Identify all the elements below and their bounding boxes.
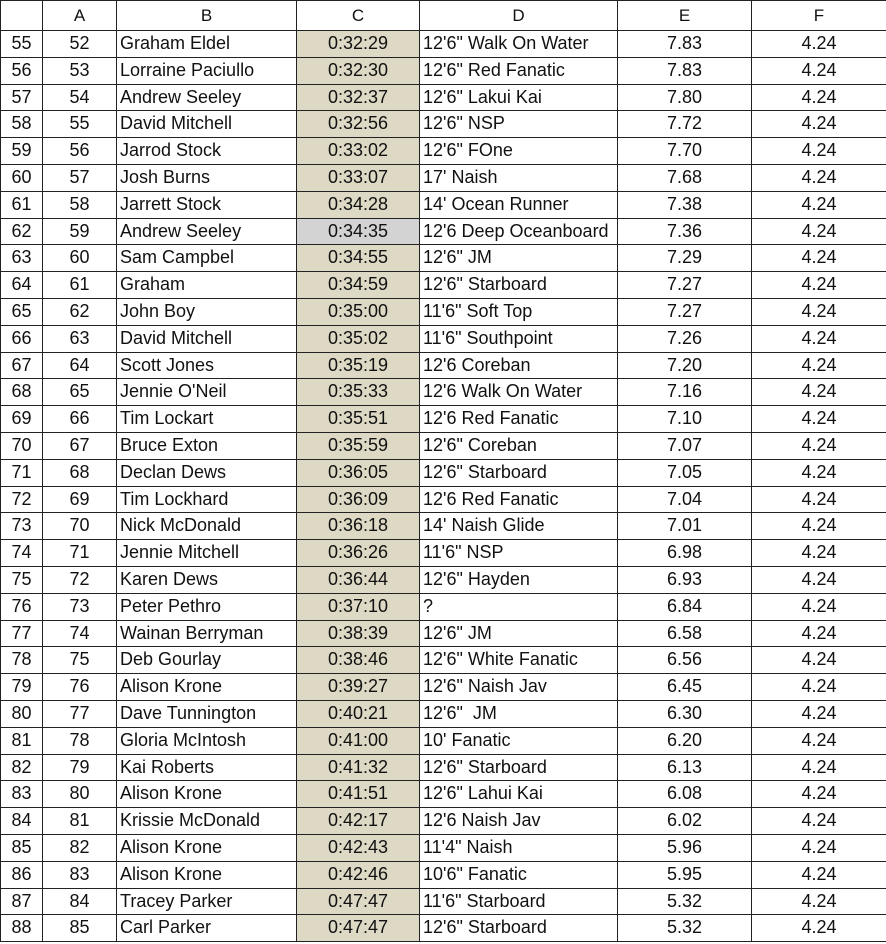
row-number[interactable]: 59 [1,138,43,165]
cell-time[interactable]: 0:38:39 [297,620,420,647]
cell-name[interactable]: Lorraine Paciullo [117,57,297,84]
cell-time[interactable]: 0:41:32 [297,754,420,781]
row-number[interactable]: 64 [1,272,43,299]
cell-a[interactable]: 85 [43,915,117,942]
column-header-e[interactable]: E [618,1,752,31]
cell-a[interactable]: 69 [43,486,117,513]
cell-name[interactable]: Kai Roberts [117,754,297,781]
cell-e[interactable]: 7.36 [618,218,752,245]
cell-a[interactable]: 70 [43,513,117,540]
cell-name[interactable]: Deb Gourlay [117,647,297,674]
cell-a[interactable]: 60 [43,245,117,272]
cell-e[interactable]: 6.20 [618,727,752,754]
cell-name[interactable]: Peter Pethro [117,593,297,620]
table-row [1,459,886,486]
column-header-c[interactable]: C [297,1,420,31]
cell-board[interactable]: 12'6 Walk On Water [420,379,618,406]
cell-name[interactable]: Karen Dews [117,566,297,593]
cell-board[interactable]: 11'6" Starboard [420,888,618,915]
cell-f[interactable]: 4.24 [752,513,886,540]
cell-f[interactable]: 4.24 [752,272,886,299]
cell-e[interactable]: 6.45 [618,674,752,701]
cell-time[interactable]: 0:42:46 [297,861,420,888]
cell-f[interactable]: 4.24 [752,298,886,325]
cell-name[interactable]: Tim Lockhard [117,486,297,513]
cell-time[interactable]: 0:42:43 [297,834,420,861]
cell-f[interactable]: 4.24 [752,700,886,727]
cell-board[interactable]: 12'6" White Fanatic [420,647,618,674]
cell-e[interactable]: 5.32 [618,888,752,915]
row-number[interactable]: 66 [1,325,43,352]
table-row [1,540,886,567]
cell-a[interactable]: 74 [43,620,117,647]
cell-f[interactable]: 4.24 [752,754,886,781]
cell-board[interactable]: 12'6" Walk On Water [420,31,618,58]
cell-f[interactable]: 4.24 [752,138,886,165]
cell-time[interactable]: 0:36:44 [297,566,420,593]
cell-a[interactable]: 78 [43,727,117,754]
cell-f[interactable]: 4.24 [752,352,886,379]
cell-board[interactable]: 17' Naish [420,164,618,191]
cell-time[interactable]: 0:35:02 [297,325,420,352]
cell-a[interactable]: 64 [43,352,117,379]
cell-time[interactable]: 0:36:18 [297,513,420,540]
cell-e[interactable]: 6.93 [618,566,752,593]
cell-e[interactable]: 6.30 [618,700,752,727]
cell-board[interactable]: 10'6" Fanatic [420,861,618,888]
table-row [1,593,886,620]
cell-f[interactable]: 4.24 [752,781,886,808]
cell-time[interactable]: 0:36:09 [297,486,420,513]
cell-board[interactable]: 11'6" Southpoint [420,325,618,352]
cell-e[interactable]: 7.16 [618,379,752,406]
cell-board[interactable]: 12'6" Lahui Kai [420,781,618,808]
cell-board[interactable]: 12'6" JM [420,700,618,727]
cell-time[interactable]: 0:41:51 [297,781,420,808]
cell-name[interactable]: Carl Parker [117,915,297,942]
cell-f[interactable]: 4.24 [752,915,886,942]
cell-f[interactable]: 4.24 [752,674,886,701]
cell-time[interactable]: 0:32:29 [297,31,420,58]
cell-time[interactable]: 0:32:30 [297,57,420,84]
cell-name[interactable]: Nick McDonald [117,513,297,540]
cell-f[interactable]: 4.24 [752,486,886,513]
column-header-d[interactable]: D [420,1,618,31]
cell-time[interactable]: 0:47:47 [297,915,420,942]
row-number[interactable]: 58 [1,111,43,138]
cell-time[interactable]: 0:35:19 [297,352,420,379]
row-number[interactable]: 57 [1,84,43,111]
cell-name[interactable]: Sam Campbel [117,245,297,272]
row-number[interactable]: 55 [1,31,43,58]
cell-name[interactable]: Scott Jones [117,352,297,379]
cell-e[interactable]: 7.80 [618,84,752,111]
cell-name[interactable]: Jennie O'Neil [117,379,297,406]
cell-f[interactable]: 4.24 [752,84,886,111]
cell-e[interactable]: 6.56 [618,647,752,674]
cell-name[interactable]: Alison Krone [117,781,297,808]
cell-a[interactable]: 77 [43,700,117,727]
cell-a[interactable]: 56 [43,138,117,165]
column-header-f[interactable]: F [752,1,886,31]
cell-f[interactable]: 4.24 [752,379,886,406]
cell-e[interactable]: 7.70 [618,138,752,165]
row-number[interactable]: 61 [1,191,43,218]
table-row [1,834,886,861]
row-number[interactable]: 77 [1,620,43,647]
cell-a[interactable]: 62 [43,298,117,325]
sheet-body [1,31,886,942]
table-row [1,191,886,218]
cell-f[interactable]: 4.24 [752,245,886,272]
table-row [1,138,886,165]
cell-e[interactable]: 7.07 [618,432,752,459]
cell-e[interactable]: 7.68 [618,164,752,191]
cell-e[interactable]: 5.96 [618,834,752,861]
cell-time[interactable]: 0:39:27 [297,674,420,701]
row-number[interactable]: 69 [1,406,43,433]
table-row [1,647,886,674]
cell-time[interactable]: 0:34:55 [297,245,420,272]
row-number[interactable]: 75 [1,566,43,593]
column-header-a[interactable]: A [43,1,117,31]
row-number[interactable]: 72 [1,486,43,513]
table-row [1,861,886,888]
row-number[interactable]: 76 [1,593,43,620]
cell-e[interactable]: 7.83 [618,31,752,58]
cell-name[interactable]: Graham Eldel [117,31,297,58]
cell-board[interactable]: 12'6" Hayden [420,566,618,593]
cell-a[interactable]: 66 [43,406,117,433]
cell-board[interactable]: 12'6" Lakui Kai [420,84,618,111]
cell-a[interactable]: 73 [43,593,117,620]
cell-time[interactable]: 0:35:00 [297,298,420,325]
cell-time[interactable]: 0:35:59 [297,432,420,459]
table-row [1,700,886,727]
row-number[interactable]: 87 [1,888,43,915]
cell-e[interactable]: 6.98 [618,540,752,567]
table-row [1,754,886,781]
column-header-b[interactable]: B [117,1,297,31]
cell-a[interactable]: 55 [43,111,117,138]
cell-board[interactable]: 11'6" Soft Top [420,298,618,325]
row-number[interactable]: 83 [1,781,43,808]
table-row [1,513,886,540]
cell-f[interactable]: 4.24 [752,620,886,647]
table-row [1,325,886,352]
table-row [1,727,886,754]
cell-name[interactable]: Krissie McDonald [117,808,297,835]
cell-f[interactable]: 4.24 [752,164,886,191]
row-number[interactable]: 60 [1,164,43,191]
cell-time[interactable]: 0:32:56 [297,111,420,138]
cell-time[interactable]: 0:36:26 [297,540,420,567]
cell-name[interactable]: Alison Krone [117,834,297,861]
row-number[interactable]: 56 [1,57,43,84]
table-row [1,379,886,406]
row-number[interactable]: 73 [1,513,43,540]
table-row [1,486,886,513]
cell-e[interactable]: 7.72 [618,111,752,138]
row-number[interactable]: 82 [1,754,43,781]
table-row [1,915,886,942]
table-row [1,164,886,191]
cell-e[interactable]: 7.27 [618,298,752,325]
cell-board[interactable]: 11'6" NSP [420,540,618,567]
table-row [1,781,886,808]
row-number[interactable]: 74 [1,540,43,567]
cell-time[interactable]: 0:36:05 [297,459,420,486]
cell-e[interactable]: 6.08 [618,781,752,808]
row-number[interactable]: 63 [1,245,43,272]
cell-f[interactable]: 4.24 [752,406,886,433]
table-row [1,432,886,459]
cell-e[interactable]: 6.58 [618,620,752,647]
cell-board[interactable]: 12'6" Naish Jav [420,674,618,701]
cell-name[interactable]: Alison Krone [117,861,297,888]
row-number[interactable]: 71 [1,459,43,486]
cell-e[interactable]: 7.20 [618,352,752,379]
cell-time[interactable]: 0:37:10 [297,593,420,620]
cell-e[interactable]: 7.29 [618,245,752,272]
row-number[interactable]: 86 [1,861,43,888]
cell-e[interactable]: 7.27 [618,272,752,299]
cell-time[interactable]: 0:34:35 [297,218,420,245]
cell-board[interactable]: 14' Ocean Runner [420,191,618,218]
cell-board[interactable]: 12'6" Coreban [420,432,618,459]
cell-board[interactable]: 10' Fanatic [420,727,618,754]
cell-f[interactable]: 4.24 [752,57,886,84]
cell-f[interactable]: 4.24 [752,647,886,674]
cell-name[interactable]: Tim Lockart [117,406,297,433]
cell-board[interactable]: 12'6 Red Fanatic [420,486,618,513]
cell-a[interactable]: 75 [43,647,117,674]
cell-e[interactable]: 7.26 [618,325,752,352]
cell-f[interactable]: 4.24 [752,325,886,352]
cell-e[interactable]: 7.83 [618,57,752,84]
cell-time[interactable]: 0:32:37 [297,84,420,111]
cell-name[interactable]: Tracey Parker [117,888,297,915]
cell-a[interactable]: 72 [43,566,117,593]
cell-a[interactable]: 79 [43,754,117,781]
cell-name[interactable]: Gloria McIntosh [117,727,297,754]
cell-a[interactable]: 82 [43,834,117,861]
cell-e[interactable]: 6.02 [618,808,752,835]
row-number[interactable]: 84 [1,808,43,835]
cell-name[interactable]: Andrew Seeley [117,218,297,245]
row-number[interactable]: 67 [1,352,43,379]
cell-name[interactable]: David Mitchell [117,325,297,352]
cell-board[interactable]: 12'6 Red Fanatic [420,406,618,433]
cell-f[interactable]: 4.24 [752,31,886,58]
cell-f[interactable]: 4.24 [752,888,886,915]
cell-f[interactable]: 4.24 [752,566,886,593]
cell-name[interactable]: Jarrod Stock [117,138,297,165]
row-number[interactable]: 80 [1,700,43,727]
table-row [1,84,886,111]
cell-a[interactable]: 54 [43,84,117,111]
table-row [1,566,886,593]
cell-a[interactable]: 84 [43,888,117,915]
cell-board[interactable]: 12'6" JM [420,245,618,272]
cell-time[interactable]: 0:35:51 [297,406,420,433]
cell-name[interactable]: Jarrett Stock [117,191,297,218]
table-row [1,352,886,379]
cell-a[interactable]: 57 [43,164,117,191]
row-number[interactable]: 70 [1,432,43,459]
cell-time[interactable]: 0:47:47 [297,888,420,915]
column-header-row [1,1,886,31]
cell-time[interactable]: 0:42:17 [297,808,420,835]
cell-f[interactable]: 4.24 [752,218,886,245]
cell-board[interactable]: 12'6" JM [420,620,618,647]
cell-a[interactable]: 67 [43,432,117,459]
row-number[interactable]: 88 [1,915,43,942]
cell-name[interactable]: Wainan Berryman [117,620,297,647]
cell-a[interactable]: 52 [43,31,117,58]
cell-f[interactable]: 4.24 [752,834,886,861]
cell-e[interactable]: 6.84 [618,593,752,620]
table-row [1,808,886,835]
cell-f[interactable]: 4.24 [752,808,886,835]
table-row [1,620,886,647]
row-number[interactable]: 78 [1,647,43,674]
table-row [1,57,886,84]
cell-name[interactable]: Jennie Mitchell [117,540,297,567]
cell-e[interactable]: 7.04 [618,486,752,513]
row-number[interactable]: 79 [1,674,43,701]
cell-time[interactable]: 0:41:00 [297,727,420,754]
cell-board[interactable]: 12'6" Starboard [420,915,618,942]
cell-name[interactable]: John Boy [117,298,297,325]
cell-a[interactable]: 58 [43,191,117,218]
cell-name[interactable]: Declan Dews [117,459,297,486]
cell-a[interactable]: 59 [43,218,117,245]
cell-a[interactable]: 53 [43,57,117,84]
cell-a[interactable]: 65 [43,379,117,406]
cell-a[interactable]: 71 [43,540,117,567]
row-number[interactable]: 65 [1,298,43,325]
row-number[interactable]: 85 [1,834,43,861]
row-number[interactable]: 62 [1,218,43,245]
cell-f[interactable]: 4.24 [752,861,886,888]
cell-name[interactable]: David Mitchell [117,111,297,138]
cell-f[interactable]: 4.24 [752,191,886,218]
select-all-corner[interactable] [1,1,43,31]
cell-a[interactable]: 81 [43,808,117,835]
cell-e[interactable]: 6.13 [618,754,752,781]
cell-e[interactable]: 5.32 [618,915,752,942]
cell-name[interactable]: Dave Tunnington [117,700,297,727]
cell-name[interactable]: Graham [117,272,297,299]
cell-board[interactable]: ? [420,593,618,620]
cell-f[interactable]: 4.24 [752,111,886,138]
table-row [1,674,886,701]
cell-e[interactable]: 7.38 [618,191,752,218]
cell-a[interactable]: 80 [43,781,117,808]
table-row [1,218,886,245]
cell-name[interactable]: Andrew Seeley [117,84,297,111]
cell-time[interactable]: 0:33:02 [297,138,420,165]
cell-time[interactable]: 0:34:59 [297,272,420,299]
table-row [1,272,886,299]
row-number[interactable]: 81 [1,727,43,754]
cell-f[interactable]: 4.24 [752,593,886,620]
cell-time[interactable]: 0:33:07 [297,164,420,191]
table-row [1,406,886,433]
cell-e[interactable]: 7.01 [618,513,752,540]
table-row [1,298,886,325]
table-row [1,245,886,272]
cell-f[interactable]: 4.24 [752,459,886,486]
table-row [1,888,886,915]
cell-a[interactable]: 68 [43,459,117,486]
cell-e[interactable]: 5.95 [618,861,752,888]
cell-f[interactable]: 4.24 [752,727,886,754]
cell-board[interactable]: 12'6" Starboard [420,272,618,299]
cell-board[interactable]: 12'6 Coreban [420,352,618,379]
cell-a[interactable]: 83 [43,861,117,888]
row-number[interactable]: 68 [1,379,43,406]
cell-board[interactable]: 14' Naish Glide [420,513,618,540]
cell-f[interactable]: 4.24 [752,432,886,459]
cell-time[interactable]: 0:38:46 [297,647,420,674]
cell-name[interactable]: Bruce Exton [117,432,297,459]
cell-board[interactable]: 12'6" FOne [420,138,618,165]
cell-a[interactable]: 61 [43,272,117,299]
cell-e[interactable]: 7.05 [618,459,752,486]
cell-board[interactable]: 12'6 Naish Jav [420,808,618,835]
cell-board[interactable]: 12'6 Deep Oceanboard [420,218,618,245]
cell-a[interactable]: 76 [43,674,117,701]
cell-a[interactable]: 63 [43,325,117,352]
cell-board[interactable]: 12'6" NSP [420,111,618,138]
cell-e[interactable]: 7.10 [618,406,752,433]
cell-name[interactable]: Josh Burns [117,164,297,191]
cell-time[interactable]: 0:35:33 [297,379,420,406]
cell-board[interactable]: 12'6" Starboard [420,754,618,781]
cell-time[interactable]: 0:40:21 [297,700,420,727]
cell-board[interactable]: 11'4" Naish [420,834,618,861]
cell-name[interactable]: Alison Krone [117,674,297,701]
table-row [1,31,886,58]
cell-f[interactable]: 4.24 [752,540,886,567]
table-row [1,111,886,138]
cell-board[interactable]: 12'6" Red Fanatic [420,57,618,84]
cell-time[interactable]: 0:34:28 [297,191,420,218]
cell-board[interactable]: 12'6" Starboard [420,459,618,486]
